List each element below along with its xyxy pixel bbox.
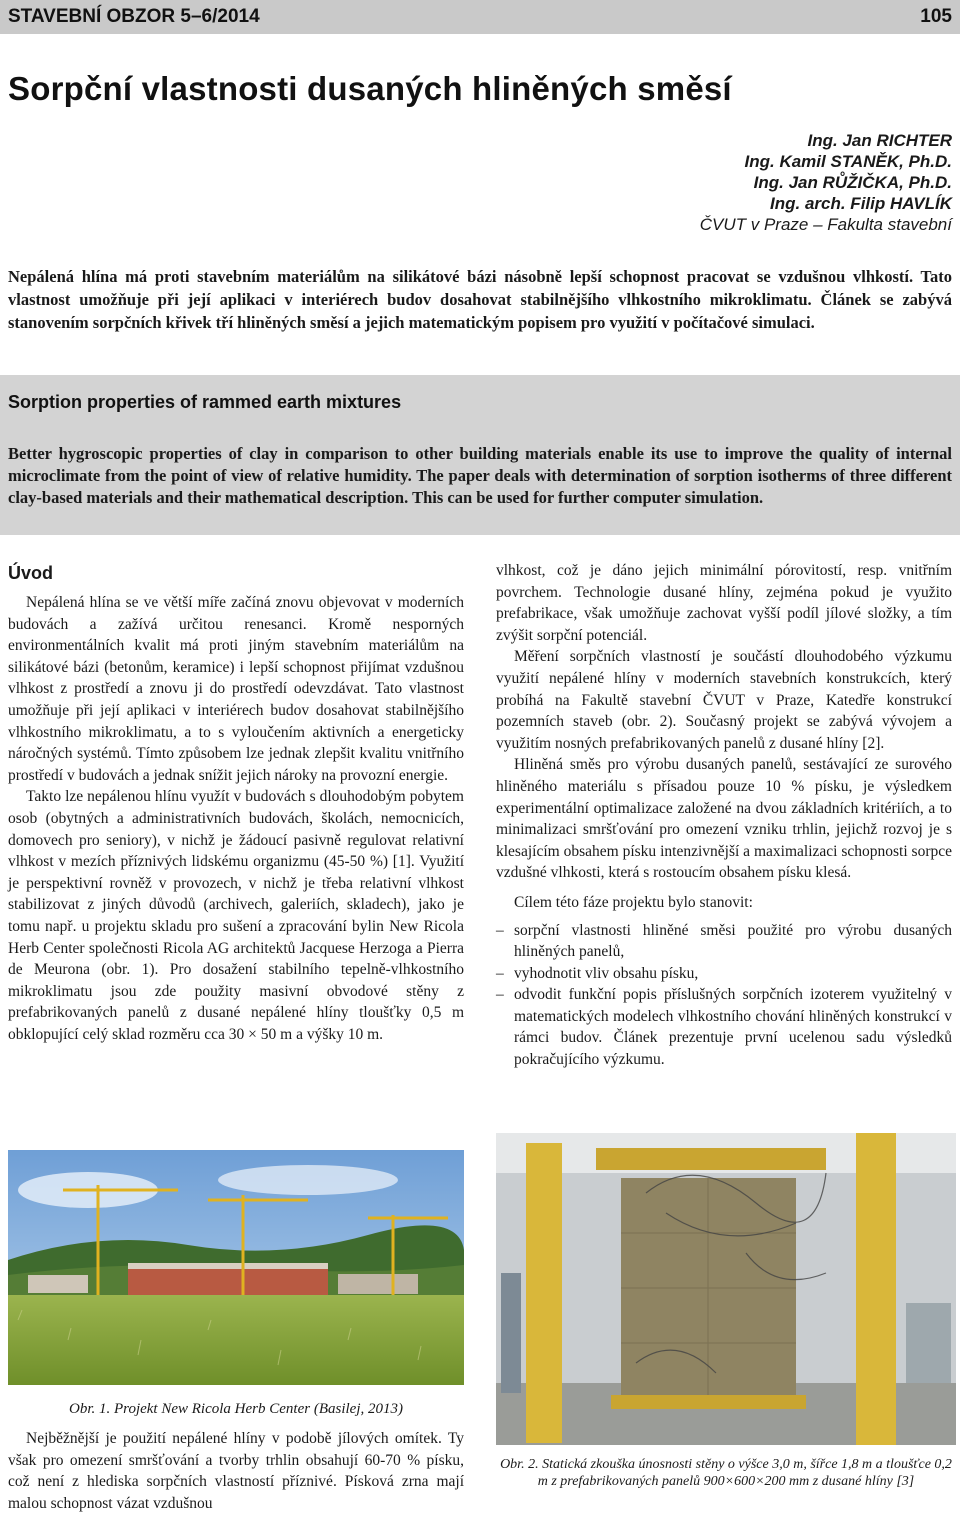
intro-paragraph-3: Nejběžnější je použití nepálené hlíny v podobě jílových omítek. Ty však pro omezení smršťování a tvorby trhlin obsahují 60-70 % písku, což není z hlediska sorpčních vlastností příznivé. Písková zrna mají malou schopnost vázat vzdušnou (8, 1430, 464, 1512)
left-column (8, 560, 464, 1045)
author-name: Ing. Jan RŮŽIČKA, Ph.D. (753, 173, 952, 192)
goals-list (496, 920, 952, 1071)
intro-paragraph-1: Nepálená hlína se ve větší míře začíná znovu objevovat v moderních budovách a zažívá určitou renesanci. Kromě nesporných environmentálních kvalit má proti jiným stavebním materiálům na silikátové bázi (betonům, keramice) i lepší schopnost přijímat vzdušnou vlhkost z prostředí a znovu ji do prostředí odevzdávat. Tato vlastnost umožňuje při její aplikaci v interiérech budov dosahovat stabilnějšího vlhkostního mikroklimatu, a to s vyloučením aktivních a energeticky náročných systémů. Tímto způsobem lze jednak zlepšit kvalitu vnitřního prostředí v budovách a jednak snížit jejich nároky na provozní energie. (8, 594, 464, 784)
journal-name: STAVEBNÍ OBZOR 5–6/2014 (8, 6, 260, 27)
journal-header (0, 0, 960, 34)
figure-2-caption: Obr. 2. Statická zkouška únosnosti stěny o výšce 3,0 m, šířce 1,8 m a tloušťce 0,2 m z prefabrikovaných panelů 900×600×200 mm z dusané hlíny [3] (500, 1457, 952, 1489)
english-abstract: Better hygroscopic properties of clay in comparison to other building materials enable its use to improve the quality of internal microclimate from the point of view of relative humidity. The paper deals with determination of sorption isotherms of three different clay-based materials and their mathematical description. This can be used for further computer simulation. (8, 444, 952, 507)
figure-1-photo (8, 1150, 464, 1385)
intro-paragraph-2: Takto lze nepálenou hlínu využít v budovách s dlouhodobým pobytem osob (obytných a administrativních budovách, školách, nemocnicích, domovech pro seniory), v nichž je žádoucí pasivně regulovat relativní vlhkost v mezích příznivých lidskému organizmu (45-50 %) [1]. Využití je perspektivní rovněž v provozech, v nichž je třeba relativní vlhkost stabilizovat z jiných důvodů (archivech, galeriích, skladech), jako je tomu např. u projektu skladu pro sušení a zpracování bylin New Ricola Herb Center společnosti Ricola AG architektů Jacquese Herzoga a Pierra de Meurona (obr. 1). Pro dosažení stabilního tepelně-vlhkostního mikroklimatu jsou zde použity masivní obvodové stěny z prefabrikovaných panelů z dusané nepálené hlíny tloušťky 0,5 m obklopující celý sklad rozměru cca 30 × 50 m a výšky 10 m. (8, 788, 464, 1043)
left-column-continued (8, 1428, 464, 1514)
section-heading-intro: Úvod (8, 563, 53, 583)
page-number: 105 (920, 6, 952, 27)
right-paragraph-1: vlhkost, což je dáno jejich minimální pórovitostí, resp. vnitřním povrchem. Technologie dusané hlíny, zejména pokud je využito prefabrikace, však umožňuje zachovat vyšší podíl jílové složky, a tím zvýšit sorpční potenciál. (496, 562, 952, 644)
abstract-czech: Nepálená hlína má proti stavebním materiálům na silikátové bázi násobně lepší schopnost pracovat se vzdušnou vlhkostí. Tato vlastnost umožňuje při její aplikaci v interiérech budov dosahovat stabilnějšího vlhkostního mikroklimatu. Článek se zabývá stanovením sorpčních křivek tří hliněných směsí a jejich matematickým popisem pro využití v počítačové simulaci. (8, 267, 952, 332)
affiliation: ČVUT v Praze – Fakulta stavební (699, 215, 952, 234)
wall-load-test-image (496, 1133, 956, 1445)
ricola-landscape-image (8, 1150, 464, 1385)
english-title: Sorption properties of rammed earth mixtures (8, 392, 402, 412)
right-paragraph-2: Měření sorpčních vlastností je součástí dlouhodobého výzkumu využití nepálené hlíny v moderních stavebních konstrukcích, který probíhá na Fakultě stavební ČVUT v Praze, Katedře konstrukcí pozemních staveb (obr. 2). Současný projekt se zabývá vývojem a využitím nosných prefabrikovaných panelů z dusané hlíny [2]. (496, 648, 952, 752)
goals-intro: Cílem této fáze projektu bylo stanovit: (514, 893, 753, 911)
right-paragraph-3: Hliněná směs pro výrobu dusaných panelů, sestávající ze surového hliněného materiálu s přísadou pouze 10 % písku, je výsledkem experimentální optimalizace založené na dvou základních kritériích, a to minimalizaci smršťování pro omezení vzniku trhlin, jejichž rozvoj je s klesajícím obsahem písku intenzivnější a maximalizaci schopnosti sorpce vzdušné vlhkosti, která s rostoucím obsahem písku klesá. (496, 756, 952, 882)
author-name: Ing. arch. Filip HAVLÍK (770, 194, 952, 213)
list-item: – vyhodnotit vliv obsahu písku, (496, 963, 952, 985)
figure-1-caption: Obr. 1. Projekt New Ricola Herb Center (Basilej, 2013) (69, 1401, 403, 1417)
right-column (496, 560, 952, 1071)
author-block (700, 130, 952, 235)
list-item: – odvodit funkční popis příslušných sorpčních izoterem využitelný v matematických modelech vlhkostního chování hliněných konstrukcí v rámci budov. Článek prezentuje první ucelenou sadu výsledků pokračujícího výzkumu. (496, 984, 952, 1070)
author-name: Ing. Jan RICHTER (807, 131, 952, 150)
figure-2-photo (496, 1133, 956, 1445)
list-item: – sorpční vlastnosti hliněné směsi použité pro výrobu dusaných hliněných panelů, (496, 920, 952, 963)
article-title: Sorpční vlastnosti dusaných hliněných směsí (8, 70, 732, 107)
author-name: Ing. Kamil STANĚK, Ph.D. (744, 152, 952, 171)
